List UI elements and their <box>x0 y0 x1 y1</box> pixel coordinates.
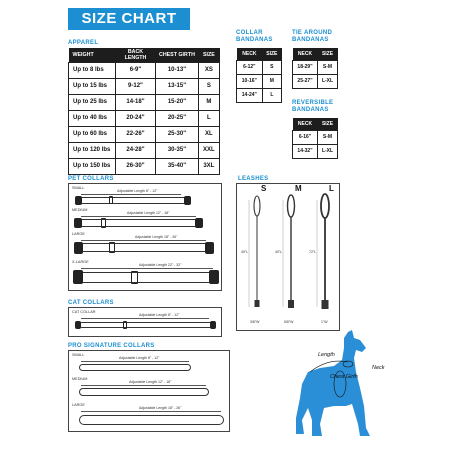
table-row <box>293 60 338 74</box>
pro-collars-box <box>68 350 230 432</box>
dog-measurement-diagram <box>290 328 390 443</box>
table-cell: 25-27" <box>293 74 318 88</box>
buckle-icon <box>205 242 214 254</box>
dimension-line <box>81 318 209 319</box>
table-cell: XS <box>198 62 219 78</box>
table-cell: 18-29" <box>293 60 318 74</box>
apparel-label: APPAREL <box>68 40 99 46</box>
table-cell: Up to 150 lbs <box>69 158 116 174</box>
table-cell: 22-26" <box>115 126 155 142</box>
pet-collar-medium-adjust: Adjustable Length 12" - 18" <box>127 211 170 215</box>
cat-collar <box>79 322 213 328</box>
table-cell: Up to 60 lbs <box>69 126 116 142</box>
reversible-table <box>292 118 338 159</box>
table-cell: 20-25" <box>156 110 199 126</box>
pet-collar-xlarge-adjust: Adjustable Length 22" - 32" <box>139 263 182 267</box>
dog-length-label: Length <box>318 352 335 358</box>
col-neck: NECK <box>293 118 318 130</box>
page-title: SIZE CHART <box>68 8 190 30</box>
d-ring-icon <box>109 196 113 204</box>
pet-collar-large-label: LARGE <box>72 232 85 236</box>
reversible-label-2: BANDANAS <box>292 107 329 113</box>
table-cell: 3XL <box>198 158 219 174</box>
pet-collar-small <box>79 197 187 204</box>
buckle-icon <box>74 218 82 228</box>
table-cell: 30-35" <box>156 142 199 158</box>
table-cell: S <box>198 78 219 94</box>
table-cell: 26-30" <box>115 158 155 174</box>
tie-around-label-2: BANDANAS <box>292 37 329 43</box>
d-ring-icon <box>101 218 106 228</box>
col-size: SIZE <box>198 48 219 62</box>
table-row <box>293 130 338 144</box>
leash-l-length: 72"L <box>309 250 317 254</box>
cat-collars-box <box>68 307 222 337</box>
col-chest-girth: CHEST GIRTH <box>156 48 199 62</box>
dimension-line <box>81 361 189 362</box>
pet-collar-large <box>79 243 209 252</box>
table-cell: M <box>198 94 219 110</box>
col-back-length: BACK LENGTH <box>115 48 155 62</box>
pet-collar-medium-label: MEDIUM <box>72 208 88 212</box>
col-neck: NECK <box>237 48 263 60</box>
buckle-icon <box>195 218 203 228</box>
collar-bandanas-label-1: COLLAR <box>236 30 263 36</box>
leash-s-width: 3/8"W <box>250 320 260 324</box>
leash-s-length: 40"L <box>241 250 249 254</box>
table-cell: 35-40" <box>156 158 199 174</box>
table-cell: 14-32" <box>293 144 318 158</box>
table-cell: Up to 8 lbs <box>69 62 116 78</box>
leash-m-width: 5/8"W <box>284 320 294 324</box>
pet-collars-box <box>68 183 222 291</box>
table-cell: L <box>198 110 219 126</box>
pet-collar-small-adjust: Adjustable Length 8" - 12" <box>117 189 158 193</box>
leash-m-letter: M <box>295 184 302 193</box>
dimension-line <box>81 411 221 412</box>
pro-collars-label: PRO SIGNATURE COLLARS <box>68 343 155 349</box>
table-row <box>293 144 338 158</box>
dimension-line <box>81 194 181 195</box>
apparel-table <box>68 48 220 175</box>
leash-s <box>249 196 260 307</box>
dog-neck-label: Neck <box>372 365 385 371</box>
dimension-line <box>81 268 213 269</box>
col-weight: WEIGHT <box>69 48 116 62</box>
table-row <box>237 88 282 102</box>
table-cell: L-XL <box>318 144 338 158</box>
table-cell: Up to 40 lbs <box>69 110 116 126</box>
pro-collar-small-adjust: Adjustable Length 8" - 12" <box>119 356 160 360</box>
pro-collar-large-adjust: Adjustable Length 18" - 26" <box>139 406 182 410</box>
buckle-icon <box>209 270 219 284</box>
dimension-line <box>81 385 206 386</box>
table-cell: 10-16" <box>237 74 263 88</box>
pro-collar-small-label: SMALL <box>72 353 85 357</box>
buckle-icon <box>184 196 191 205</box>
table-row <box>69 62 220 78</box>
buckle-icon <box>74 242 83 254</box>
table-cell: 6-12" <box>237 60 263 74</box>
leash-m <box>283 195 295 308</box>
pro-collar-medium-label: MEDIUM <box>72 377 88 381</box>
table-row <box>69 110 220 126</box>
table-cell: Up to 15 lbs <box>69 78 116 94</box>
table-cell: 6-16" <box>293 130 318 144</box>
leash-m-length: 40"L <box>275 250 283 254</box>
pro-collar-large <box>79 415 224 425</box>
pro-collar-small <box>79 364 191 371</box>
pet-collar-xlarge <box>79 272 215 283</box>
d-ring-icon <box>123 321 127 329</box>
table-cell: M <box>262 74 281 88</box>
col-size: SIZE <box>318 48 338 60</box>
table-cell: XL <box>198 126 219 142</box>
table-cell: XXL <box>198 142 219 158</box>
d-ring-icon <box>109 242 115 253</box>
dog-silhouette <box>296 330 370 436</box>
tie-around-table <box>292 48 338 89</box>
table-cell: S-M <box>318 60 338 74</box>
table-row <box>293 74 338 88</box>
table-cell: Up to 25 lbs <box>69 94 116 110</box>
reversible-label-1: REVERSIBLE <box>292 100 334 106</box>
cat-collars-label: CAT COLLARS <box>68 300 114 306</box>
table-row <box>69 126 220 142</box>
table-cell: S-M <box>318 130 338 144</box>
table-row <box>69 78 220 94</box>
d-ring-icon <box>131 271 138 284</box>
buckle-icon <box>210 321 216 329</box>
buckle-icon <box>75 196 82 205</box>
table-cell: 10-13" <box>156 62 199 78</box>
table-cell: 15-20" <box>156 94 199 110</box>
table-row <box>237 74 282 88</box>
table-cell: 24-28" <box>115 142 155 158</box>
table-cell: 13-15" <box>156 78 199 94</box>
leash-l-width: 1"W <box>321 320 328 324</box>
leashes-box <box>236 183 340 331</box>
collar-bandanas-label-2: BANDANAS <box>236 37 273 43</box>
table-cell: 20-24" <box>115 110 155 126</box>
pro-collar-large-label: LARGE <box>72 403 85 407</box>
dimension-line <box>81 216 196 217</box>
cat-collar-adjust: Adjustable Length 8" - 12" <box>139 313 180 317</box>
table-cell: Up to 120 lbs <box>69 142 116 158</box>
table-cell: 25-30" <box>156 126 199 142</box>
dog-chest-label: Chest Girth <box>330 374 358 380</box>
table-cell: 14-24" <box>237 88 263 102</box>
buckle-icon <box>75 321 81 329</box>
table-row <box>237 60 282 74</box>
table-cell: L <box>262 88 281 102</box>
table-row <box>69 158 220 174</box>
table-row <box>69 94 220 110</box>
table-cell: 9-12" <box>115 78 155 94</box>
pet-collar-xlarge-label: X-LARGE <box>72 260 89 264</box>
col-neck: NECK <box>293 48 318 60</box>
cat-collar-label: CAT COLLAR <box>72 310 96 314</box>
col-size: SIZE <box>262 48 281 60</box>
leash-l-letter: L <box>329 184 334 193</box>
table-cell: S <box>262 60 281 74</box>
tie-around-label-1: TIE AROUND <box>292 30 333 36</box>
col-size: SIZE <box>318 118 338 130</box>
leashes-drawing <box>237 192 341 332</box>
pet-collars-label: PET COLLARS <box>68 176 114 182</box>
table-cell: 6-9" <box>115 62 155 78</box>
pro-collar-medium-adjust: Adjustable Length 12" - 18" <box>129 380 172 384</box>
leash-l <box>317 194 329 309</box>
pet-collar-small-label: SMALL <box>72 186 85 190</box>
table-row <box>69 142 220 158</box>
table-cell: 14-18" <box>115 94 155 110</box>
pet-collar-large-adjust: Adjustable Length 18" - 26" <box>135 235 178 239</box>
leashes-label: LEASHES <box>238 176 269 182</box>
dimension-line <box>81 240 206 241</box>
leash-s-letter: S <box>261 184 267 193</box>
pro-collar-medium <box>79 388 209 396</box>
pet-collar-medium <box>79 219 199 227</box>
buckle-icon <box>73 270 83 284</box>
collar-bandanas-table <box>236 48 282 103</box>
table-cell: L-XL <box>318 74 338 88</box>
